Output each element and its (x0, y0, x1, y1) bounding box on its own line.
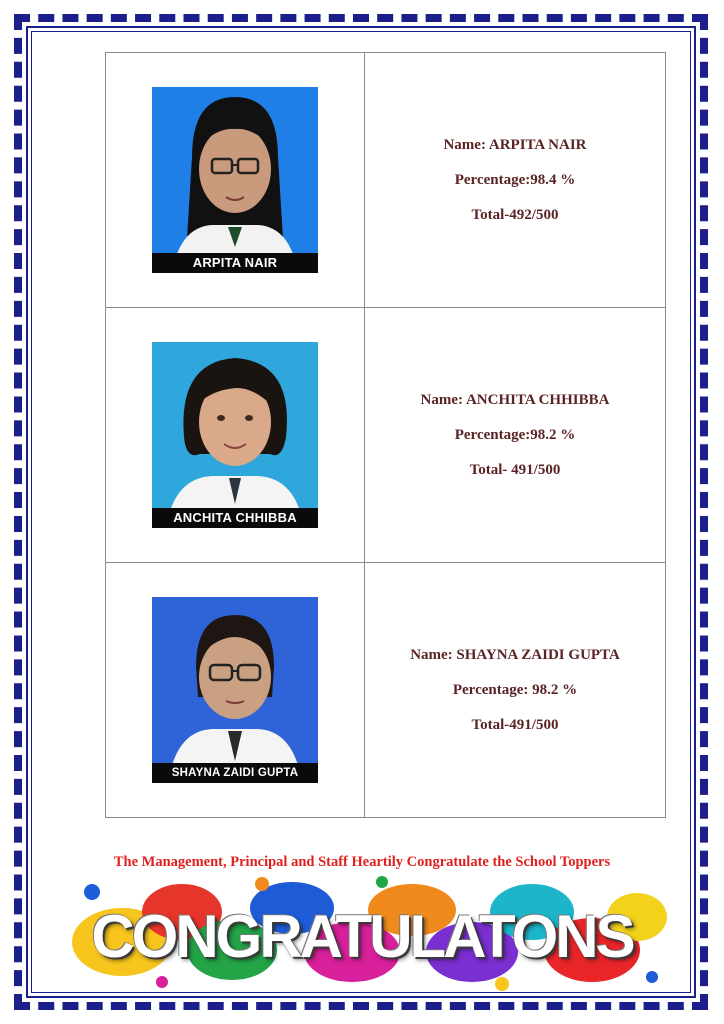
info-cell (365, 308, 666, 563)
topper-row (106, 308, 666, 563)
congratulation-message: The Management, Principal and Staff Heartily Congratulate the School Toppers (113, 854, 611, 870)
topper-total: Total-491/500 (471, 716, 559, 733)
info-cell (365, 563, 666, 818)
info-cell (365, 53, 666, 308)
photo-caption: ARPITA NAIR (152, 253, 318, 273)
topper-total: Total- 491/500 (469, 461, 561, 478)
topper-row (106, 53, 666, 308)
topper-total: Total-492/500 (471, 206, 559, 223)
photo-cell (106, 563, 365, 818)
portrait-image (152, 87, 318, 273)
topper-photo (152, 342, 318, 528)
toppers-table (105, 52, 666, 818)
congratulations-word: CONGRATULATONS (91, 903, 633, 970)
topper-name: Name: ARPITA NAIR (443, 136, 587, 153)
topper-percentage: Percentage:98.2 % (454, 426, 576, 443)
topper-percentage: Percentage: 98.2 % (452, 681, 578, 698)
topper-name: Name: SHAYNA ZAIDI GUPTA (410, 646, 620, 663)
topper-row (106, 563, 666, 818)
topper-percentage: Percentage:98.4 % (454, 171, 576, 188)
portrait-image (152, 342, 318, 528)
photo-cell (106, 308, 365, 563)
portrait-image (152, 597, 318, 783)
topper-photo (152, 87, 318, 273)
topper-name: Name: ANCHITA CHHIBBA (420, 391, 610, 408)
congratulations-banner (62, 872, 672, 992)
photo-cell (106, 53, 365, 308)
photo-caption: SHAYNA ZAIDI GUPTA (152, 763, 318, 783)
topper-photo (152, 597, 318, 783)
photo-caption: ANCHITA CHHIBBA (152, 508, 318, 528)
